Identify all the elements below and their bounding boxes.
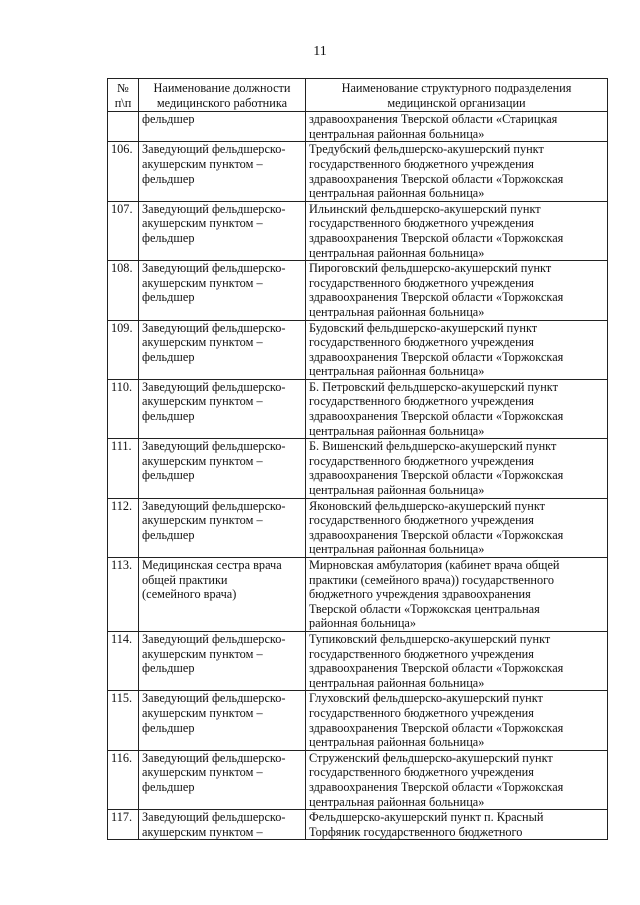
header-position: Наименование должности медицинского работника xyxy=(139,79,306,112)
row-unit: Глуховский фельдшерско-акушерский пункт государственного бюджетного учреждения здравоохранения Тверской области «Торжокская центральная районная больница» xyxy=(306,691,608,750)
row-position: Заведующий фельдшерско- акушерским пунктом – фельдшер xyxy=(139,439,306,498)
header-number: № п\п xyxy=(108,79,139,112)
table-row xyxy=(108,750,608,809)
table-row xyxy=(108,691,608,750)
row-number: 111. xyxy=(108,439,139,498)
row-position: Заведующий фельдшерско- акушерским пунктом – xyxy=(139,810,306,840)
row-position: Заведующий фельдшерско- акушерским пунктом – фельдшер xyxy=(139,498,306,557)
table-row xyxy=(108,498,608,557)
table-row xyxy=(108,439,608,498)
row-number: 106. xyxy=(108,142,139,201)
row-unit: Пироговский фельдшерско-акушерский пункт государственного бюджетного учреждения здравоохранения Тверской области «Торжокская центральная районная больница» xyxy=(306,261,608,320)
staff-table xyxy=(107,78,608,840)
row-number: 107. xyxy=(108,201,139,260)
table-row xyxy=(108,558,608,632)
table-row xyxy=(108,112,608,142)
row-position: фельдшер xyxy=(139,112,306,142)
row-unit: Яконовский фельдшерско-акушерский пункт государственного бюджетного учреждения здравоохранения Тверской области «Торжокская центральная районная больница» xyxy=(306,498,608,557)
row-unit: Б. Вишенский фельдшерско-акушерский пункт государственного бюджетного учреждения здравоохранения Тверской области «Торжокская центральная районная больница» xyxy=(306,439,608,498)
row-unit: Тупиковский фельдшерско-акушерский пункт государственного бюджетного учреждения здравоохранения Тверской области «Торжокская центральная районная больница» xyxy=(306,631,608,690)
row-unit: Мирновская амбулатория (кабинет врача общей практики (семейного врача)) государственного бюджетного учреждения здравоохранения Тверской области «Торжокская центральная районная больница» xyxy=(306,558,608,632)
row-number: 110. xyxy=(108,379,139,438)
row-position: Заведующий фельдшерско- акушерским пунктом – фельдшер xyxy=(139,201,306,260)
row-position: Заведующий фельдшерско- акушерским пунктом – фельдшер xyxy=(139,379,306,438)
row-position: Заведующий фельдшерско- акушерским пунктом – фельдшер xyxy=(139,142,306,201)
row-position: Заведующий фельдшерско- акушерским пунктом – фельдшер xyxy=(139,261,306,320)
table-header xyxy=(108,79,608,112)
table-row xyxy=(108,810,608,840)
table-row xyxy=(108,379,608,438)
table-row xyxy=(108,142,608,201)
row-number: 113. xyxy=(108,558,139,632)
row-unit: Ильинский фельдшерско-акушерский пункт государственного бюджетного учреждения здравоохранения Тверской области «Торжокская центральная районная больница» xyxy=(306,201,608,260)
row-unit: здравоохранения Тверской области «Старицкая центральная районная больница» xyxy=(306,112,608,142)
row-position: Заведующий фельдшерско- акушерским пунктом – фельдшер xyxy=(139,320,306,379)
row-number: 108. xyxy=(108,261,139,320)
row-number: 112. xyxy=(108,498,139,557)
table-row xyxy=(108,201,608,260)
page-number: 11 xyxy=(313,44,327,59)
table-row xyxy=(108,320,608,379)
table-body xyxy=(108,112,608,840)
row-number: 116. xyxy=(108,750,139,809)
row-unit: Струженский фельдшерско-акушерский пункт государственного бюджетного учреждения здравоохранения Тверской области «Торжокская центральная районная больница» xyxy=(306,750,608,809)
row-unit: Будовский фельдшерско-акушерский пункт государственного бюджетного учреждения здравоохранения Тверской области «Торжокская центральная районная больница» xyxy=(306,320,608,379)
row-position: Заведующий фельдшерско- акушерским пунктом – фельдшер xyxy=(139,691,306,750)
row-number: 114. xyxy=(108,631,139,690)
row-unit: Б. Петровский фельдшерско-акушерский пункт государственного бюджетного учреждения здравоохранения Тверской области «Торжокская центральная районная больница» xyxy=(306,379,608,438)
row-position: Заведующий фельдшерско- акушерским пунктом – фельдшер xyxy=(139,631,306,690)
row-unit: Фельдшерско-акушерский пункт п. Красный Торфяник государственного бюджетного xyxy=(306,810,608,840)
table-row xyxy=(108,261,608,320)
row-number xyxy=(108,112,139,142)
row-unit: Тредубский фельдшерско-акушерский пункт государственного бюджетного учреждения здравоохранения Тверской области «Торжокская центральная районная больница» xyxy=(306,142,608,201)
row-number: 117. xyxy=(108,810,139,840)
row-position: Заведующий фельдшерско- акушерским пунктом – фельдшер xyxy=(139,750,306,809)
row-number: 115. xyxy=(108,691,139,750)
header-unit: Наименование структурного подразделения медицинской организации xyxy=(306,79,608,112)
row-number: 109. xyxy=(108,320,139,379)
table-row xyxy=(108,631,608,690)
row-position: Медицинская сестра врача общей практики (семейного врача) xyxy=(139,558,306,632)
